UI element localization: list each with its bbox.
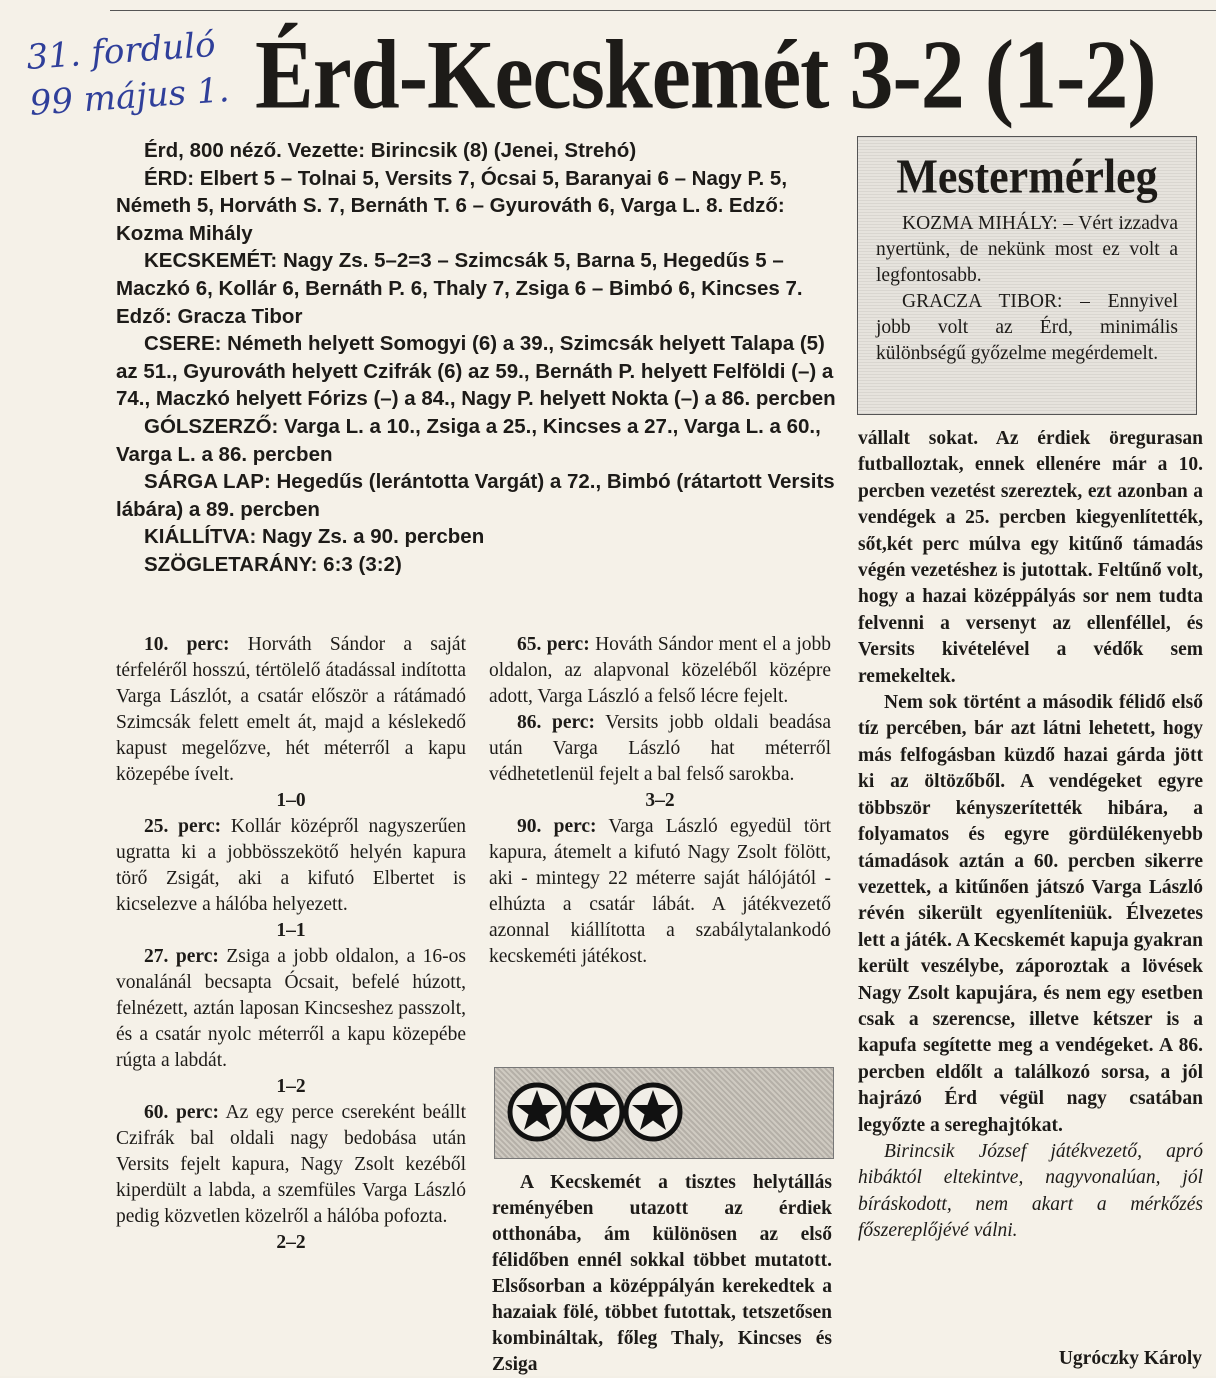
fact-scorers: GÓLSZERZŐ: Varga L. a 10., Zsiga a 25., Kincses a 27., Varga L. a 60., Varga L. a 86. percben — [116, 414, 821, 466]
event-paragraph: 90. perc: Varga László egyedül tört kapura, átemelt a kifutó Nagy Zsolt fölött, aki - mintegy 22 méterre saját hálójától - elhúzta a csatár lábát. A játékvezető azonnal kiállította a szabálytalankodó kecskeméti játékost. — [489, 816, 832, 967]
top-rule — [110, 10, 1216, 11]
event-paragraph: 86. perc: Versits jobb oldali beadása után Varga László hat méterről védhetetlenül fejelt a bal felső sarokba. — [489, 712, 832, 785]
headline: Érd-Kecskemét 3-2 (1-2) — [255, 21, 1156, 130]
report-column-3 — [858, 426, 1203, 1245]
fact-venue: Érd, 800 néző. Vezette: Birincsik (8) (Jenei, Strehó) — [144, 139, 637, 162]
star-icon — [510, 1085, 564, 1139]
event-paragraph: 65. perc: Hováth Sándor ment el a jobb oldalon, az alapvonal közeléből középre adott, Varga László a felső lécre fejelt. — [489, 634, 831, 707]
events-column-1 — [116, 632, 466, 1256]
byline: Ugróczky Károly — [1058, 1348, 1202, 1369]
rating-stars — [505, 1076, 685, 1148]
handwritten-round: 31. forduló — [25, 24, 217, 78]
event-paragraph: 60. perc: Az egy perce csereként beállt Czifrák bal oldali nagy bedobása után Versits fejelt kapura, Nagy Zsolt kezéből kiperdült a labda, a szemfüles Varga László pedig közvetlen közelről a hálóba pofozta. — [116, 1102, 466, 1227]
handwritten-note — [25, 21, 231, 127]
referee-note: Birincsik József játékvezető, apró hibáktól eltekintve, nagyvonalúan, jól bíráskodott, nem akart a mérkőzés főszereplőjévé válni. — [858, 1140, 1203, 1242]
events-column-2 — [489, 632, 831, 970]
star-icon — [626, 1085, 680, 1139]
box-title: Mestermérleg — [896, 149, 1158, 204]
report-column-2 — [492, 1170, 832, 1378]
event-paragraph: 27. perc: Zsiga a jobb oldalon, a 16-os vonalánál becsapta Ócsait, befelé húzott, felnézett, aztán laposan Kincseshez passzolt, és a csatár nyolc méterről a kapu közepébe rúgta a labdát. — [116, 946, 467, 1071]
handwritten-date: 99 május 1. — [28, 70, 231, 124]
fact-substitutions: CSERE: Németh helyett Somogyi (6) a 39., Szimcsák helyett Talapa (5) az 51., Gyurováth helyett Czifrák (6) az 59., Bernáth P. helyett Felföldi (–) a 74., Maczkó helyett Fórizs (–) a 84., Nagy P. helyett Nokta (–) a 86. percben — [116, 332, 836, 411]
event-score: 1–2 — [276, 1076, 306, 1097]
star-icon — [568, 1085, 622, 1139]
event-score: 3–2 — [645, 790, 675, 811]
fact-erd-lineup: ÉRD: Elbert 5 – Tolnai 5, Versits 7, Ócsai 5, Baranyai 6 – Nagy P. 5, Németh 5, Horváth S. 7, Bernáth T. 6 – Gyurováth 6, Varga L. 8. Edző: Kozma Mihály — [116, 166, 788, 245]
event-score: 1–0 — [276, 790, 306, 811]
event-paragraph: 25. perc: Kollár középről nagyszerűen ugratta ki a jobbösszekötő helyén kapura törő Zsigát, aki a kifutó Elbertet is kicselezve a hálóba helyezett. — [116, 816, 466, 915]
fact-sent-off: KIÁLLÍTVA: Nagy Zs. a 90. percben — [144, 525, 485, 549]
coach-quote-kozma: KOZMA MIHÁLY: – Vért izzadva nyertünk, de nekünk most ez volt a legfontosabb. — [876, 213, 1178, 286]
event-score: 1–1 — [276, 920, 306, 941]
fact-corners: SZÖGLETARÁNY: 6:3 (3:2) — [144, 552, 402, 576]
fact-yellow-cards: SÁRGA LAP: Hegedűs (lerántotta Vargát) a 72., Bimbó (rátartott Versits lábára) a 89. percben — [116, 470, 835, 521]
mestermerleg-box — [857, 136, 1197, 415]
match-facts — [116, 137, 838, 579]
report-paragraph: vállalt sokat. Az érdiek öregurasan futballoztak, ennek ellenére már a 10. percben vezetést szereztek, ezt azonban a vendégek a 25. percben kiegyenlítették, sőt,két perc múlva egy kitűnő támadás végén vezetéshez is jutottak. Feltűnő volt, hogy a hazai középpályás sor nem tudta felvenni a versenyt az ellenféllel, és Versits kivételével a védők sem remekeltek. — [858, 428, 1203, 687]
event-score: 2–2 — [276, 1232, 306, 1253]
report-paragraph: Nem sok történt a második félidő első tíz percében, bár azt látni lehetett, hogy más felfogásban küzdő hazai gárda jött ki az öltözőből. A vendégeket egyre többször kényszerítették hibára, a folyamatos és egyre gördülékenyebb támadások aztán a 60. percben sikerre vezettek, a kitűnően játszó Varga László révén sikerült egyenlíteniük. Élvezetes lett a játék. A Kecskemét kapuja gyakran került veszélybe, záporoztak a lövések Nagy Zsolt kapujára, és nem egy esetben csak a szerencse, illetve kétszer is a kapufa segítette meg a vendégeket. A 86. percben eldőlt a találkozó sorsa, a jól hajrázó Érd végül nagy csatában legyőzte a sereghajtókat. — [858, 692, 1203, 1136]
match-rating — [494, 1067, 834, 1159]
coach-quote-gracza: GRACZA TIBOR: – Ennyivel jobb volt az Érd, minimális különbségű győzelme megérdemelt. — [876, 291, 1178, 364]
fact-kecskemet-lineup: KECSKEMÉT: Nagy Zs. 5–2=3 – Szimcsák 5, Barna 5, Hegedűs 5 – Maczkó 6, Kollár 6, Bernáth P. 6, Thaly 7, Zsiga 6 – Bimbó 6, Kincses 7. Edző: Gracza Tibor — [116, 249, 803, 328]
report-paragraph: A Kecskemét a tisztes helytállás reményében utazott az érdiek otthonába, ám különösen az első félidőben ennél sokkal többet mutatott. Elsősorban a középpályán kerekedtek a hazaiak fölé, többet futottak, tetszetősen kombináltak, főleg Thaly, Kincses és Zsiga — [492, 1172, 832, 1375]
box-body — [876, 211, 1178, 367]
event-paragraph: 10. perc: Horváth Sándor a saját térfeléről hosszú, tértölelő átadással indította Varga Lászlót, a csatár először a rátámadó Szimcsák felett emelt át, majd a késlekedő kapust megelőzve, hét méterről a kapu közepébe ívelt. — [116, 634, 466, 785]
